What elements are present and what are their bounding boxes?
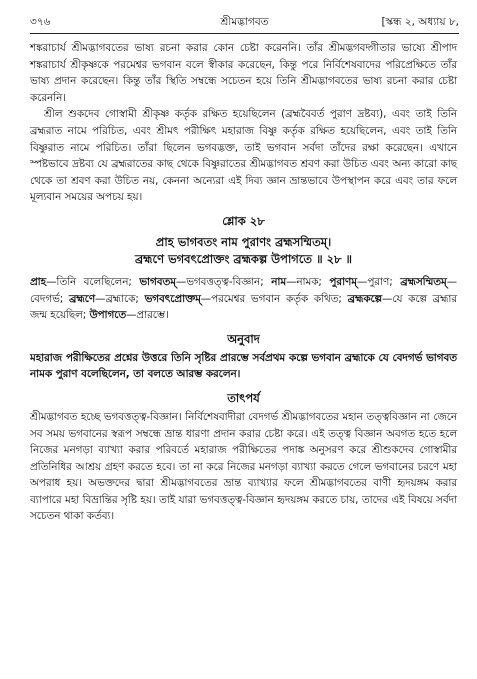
synonym-word: পুরাণম্ <box>329 275 358 288</box>
page-number: ৩৭৬ <box>30 16 51 28</box>
synonyms: প্রাহ—তিনি বলেছিলেন; ভাগবতম্—ভগবত্তত্ত্ব-বিজ্ঞান; নাম—নামক; পুরাণম্—পুরাণ; ব্রহ্মসম্মিতম্—বেদগর্ভ; ব্রহ্মণে—ব্রহ্মাকে; ভগবৎপ্রোক্তম্—পরমেশ্বর ভগবান কর্তৃক কথিত; ব্রহ্মকল্পে—যে কল্পে ব্রহ্মার জন্ম হয়েছিল; উপাগতে—প্রারম্ভে। <box>30 275 458 322</box>
verse-heading: শ্লোক ২৮ <box>222 213 265 228</box>
purport-heading: তাৎপর্য <box>227 390 260 405</box>
synonym-meaning: প্রারম্ভে <box>136 309 166 322</box>
header-rule <box>30 33 459 34</box>
synonym-word: নাম <box>271 275 287 288</box>
synonym-meaning: নামক <box>296 275 319 288</box>
synonym-meaning: ব্রহ্মাকে <box>105 292 136 305</box>
purport-paragraph-2: শ্রীল শুকদেব গোস্বামী শ্রীকৃষ্ণ কর্তৃক রক্ষিত হয়েছিলেন (ব্রহ্মবৈবর্ত পুরাণ দ্রষ্টব্য), এবং তাই তিনি ব্রহ্মরাত নামে পরিচিত, এবং শ্রীমৎ পরীক্ষিৎ মহারাজ বিষ্ণু কর্তৃক রক্ষিত হয়েছিলেন, এবং তাই তিনি বিষ্ণুরাত নামে পরিচিত। তাঁরা ছিলেন ভগবদ্ভক্ত, তাই ভগবান সর্বদা তাঁদের রক্ষা করেছেন। এখানে স্পষ্টভাবে দ্রষ্টব্য যে ব্রহ্মরাতের কাছ থেকে বিষ্ণুরাতের শ্রীমদ্ভাগবত শ্রবণ করা উচিত এবং অন্য কারো কাছ থেকে তা শ্রবণ করা উচিত নয়, কেননা অন্যেরা এই দিব্য জ্ঞান ভ্রান্তভাবে উপস্থাপন করে এবং তার ফলে মূল্যবান সময়ের অপচয় হয়। <box>30 108 457 204</box>
synonym-meaning: পুরাণ <box>367 275 390 288</box>
synonym-word: ভাগবতম্ <box>139 275 176 288</box>
translation-heading: অনুবাদ <box>227 331 260 346</box>
synonym-meaning: তিনি বলেছিলেন <box>56 275 129 288</box>
translation-text: মহারাজ পরীক্ষিতের প্রশ্নের উত্তরে তিনি সৃষ্টির প্রারম্ভে সর্বপ্রথম কল্পে ভগবান ব্রহ্মাকে যে বেদগর্ভ ভাগবত নামক পুরাণ বলেছিলেন, তা বলতে আরম্ভ করলেন। <box>30 351 457 381</box>
synonym-meaning: বেদগর্ভ <box>30 292 60 305</box>
page-body <box>30 40 457 525</box>
synonym-word: ব্রহ্মসম্মিতম্ <box>400 275 447 288</box>
synonym-word: ব্রহ্মণে <box>68 292 96 305</box>
synonym-word: প্রাহ <box>30 275 47 288</box>
purport-text: শ্রীমদ্ভাগবত হচ্ছে ভগবত্তত্ত্ব-বিজ্ঞান। নির্বিশেষবাদীরা বেদগর্ভ শ্রীমদ্ভাগবতের মহান তত্ত্ববিজ্ঞান না জেনে সব সময় ভগবানের স্বরূপ সম্বন্ধে ভ্রান্ত ধারণা প্রদান করার চেষ্টা করে। এই তত্ত্ব বিজ্ঞান অবগত হতে হলে নিজের মনগড়া ব্যাখ্যা করার পরিবর্তে মহারাজ পরীক্ষিতের পদাঙ্ক অনুসরণ করে শ্রীশুকদেব গোস্বামীর প্রতিনিধির আশ্রয় গ্রহণ করতে হবে। তা না করে নিজের মনগড়া ব্যাখ্যা করতে গেলে ভগবানের চরণে মহা অপরাধ হয়। অভক্তদের দ্বারা শ্রীমদ্ভাগবতের ভ্রান্ত ব্যাখ্যার ফলে শ্রীমদ্ভাগবতের বাণী হৃদয়ঙ্গম করার ব্যাপারে মহা বিভ্রান্তির সৃষ্টি হয়। তাই যারা ভগবত্তত্ত্ব-বিজ্ঞান হৃদয়ঙ্গম করতে চায়, তাদের এই বিষয়ে সর্বদা সচেতন থাকা কর্তব্য। <box>30 410 457 523</box>
purport-paragraph-1: শঙ্করাচার্য শ্রীমদ্ভাগবতের ভাষ্য রচনা করার কোন চেষ্টা করেননি। তাঁর শ্রীমদ্ভগবদ্গীতার ভাষ্যে শ্রীপাদ শঙ্করাচার্য শ্রীকৃষ্ণকে পরমেশ্বর ভগবান বলে স্বীকার করেছেন, কিন্তু পরে নির্বিশেষবাদের পরিপ্রেক্ষিতে তাঁর ভাষ্য প্রদান করেছেন। কিন্তু তাঁর স্থিতি সম্বন্ধে সচেতন হয়ে তিনি শ্রীমদ্ভাগবতের ভাষ্য রচনা করার চেষ্টা করেননি। <box>30 42 457 104</box>
verse-line-1: প্রাহ ভাগবতং নাম পুরাণং ব্রহ্মসম্মিতম্। <box>155 234 332 249</box>
synonym-word: উপাগতে <box>89 309 127 322</box>
chapter-reference: [স্কন্ধ ২, অধ্যায় ৮, <box>381 16 459 28</box>
synonym-word: ব্রহ্মকল্পে <box>347 292 383 305</box>
synonym-word: ভগবৎপ্রোক্তম্ <box>144 292 201 305</box>
synonym-meaning: যে কল্পে ব্রহ্মার জন্ম হয়েছিল <box>30 292 457 322</box>
running-header <box>30 14 459 32</box>
book-title: শ্রীমদ্ভাগবত <box>220 16 269 28</box>
synonym-meaning: পরমেশ্বর ভগবান কর্তৃক কথিত <box>211 292 339 305</box>
verse-line-2: ব্রহ্মণে ভগবৎপ্রোক্তং ব্রহ্মকল্প উপাগতে ॥ ২৮ ॥ <box>134 251 353 266</box>
synonym-meaning: ভগবত্তত্ত্ব-বিজ্ঞান <box>186 275 261 288</box>
